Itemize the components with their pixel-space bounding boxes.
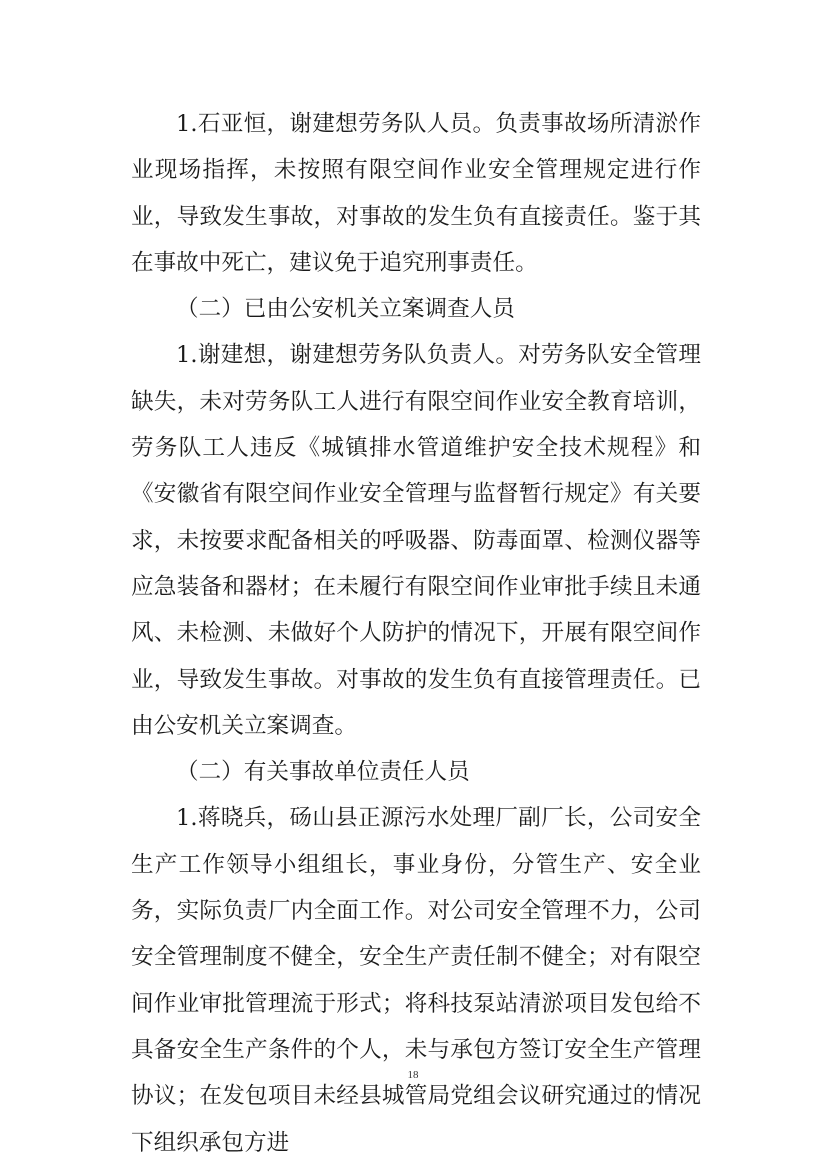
section-heading-unit-responsible-persons: （二）有关事故单位责任人员 [176, 759, 470, 786]
paragraph-responsibility-shi-yaheng: 1.石亚恒，谢建想劳务队人员。负责事故场所清淤作业现场指挥，未按照有限空间作业安全管理规定进行作业，导致发生事故，对事故的发生负有直接责任。鉴于其在事故中死亡，建议免于追究刑事责任。 [131, 111, 701, 276]
page-number: 18 [407, 1069, 419, 1081]
section-heading-police-investigation: （二）已由公安机关立案调查人员 [176, 296, 515, 323]
paragraph-responsibility-jiang-xiaobing: 1.蒋晓兵，砀山县正源污水处理厂副厂长，公司安全生产工作领导小组组长，事业身份，分管生产、安全业务，实际负责厂内全面工作。对公司安全管理不力，公司安全管理制度不健全，安全生产责任制不健全；对有限空间作业审批管理流于形式；将科技泵站清淤项目发包给不具备安全生产条件的个人，未与承包方签订安全生产管理协议；在发包项目未经县城管局党组会议研究通过的情况下组织承包方进 [131, 805, 701, 1156]
paragraph-responsibility-xie-jianxiang: 1.谢建想，谢建想劳务队负责人。对劳务队安全管理缺失，未对劳务队工人进行有限空间作业安全教育培训，劳务队工人违反《城镇排水管道维护安全技术规程》和《安徽省有限空间作业安全管理与监督暂行规定》有关要求，未按要求配备相关的呼吸器、防毒面罩、检测仪器等应急装备和器材；在未履行有限空间作业审批手续且未通风、未检测、未做好个人防护的情况下，开展有限空间作业，导致发生事故。对事故的发生负有直接管理责任。已由公安机关立案调查。 [131, 342, 701, 739]
document-body [131, 101, 701, 1166]
